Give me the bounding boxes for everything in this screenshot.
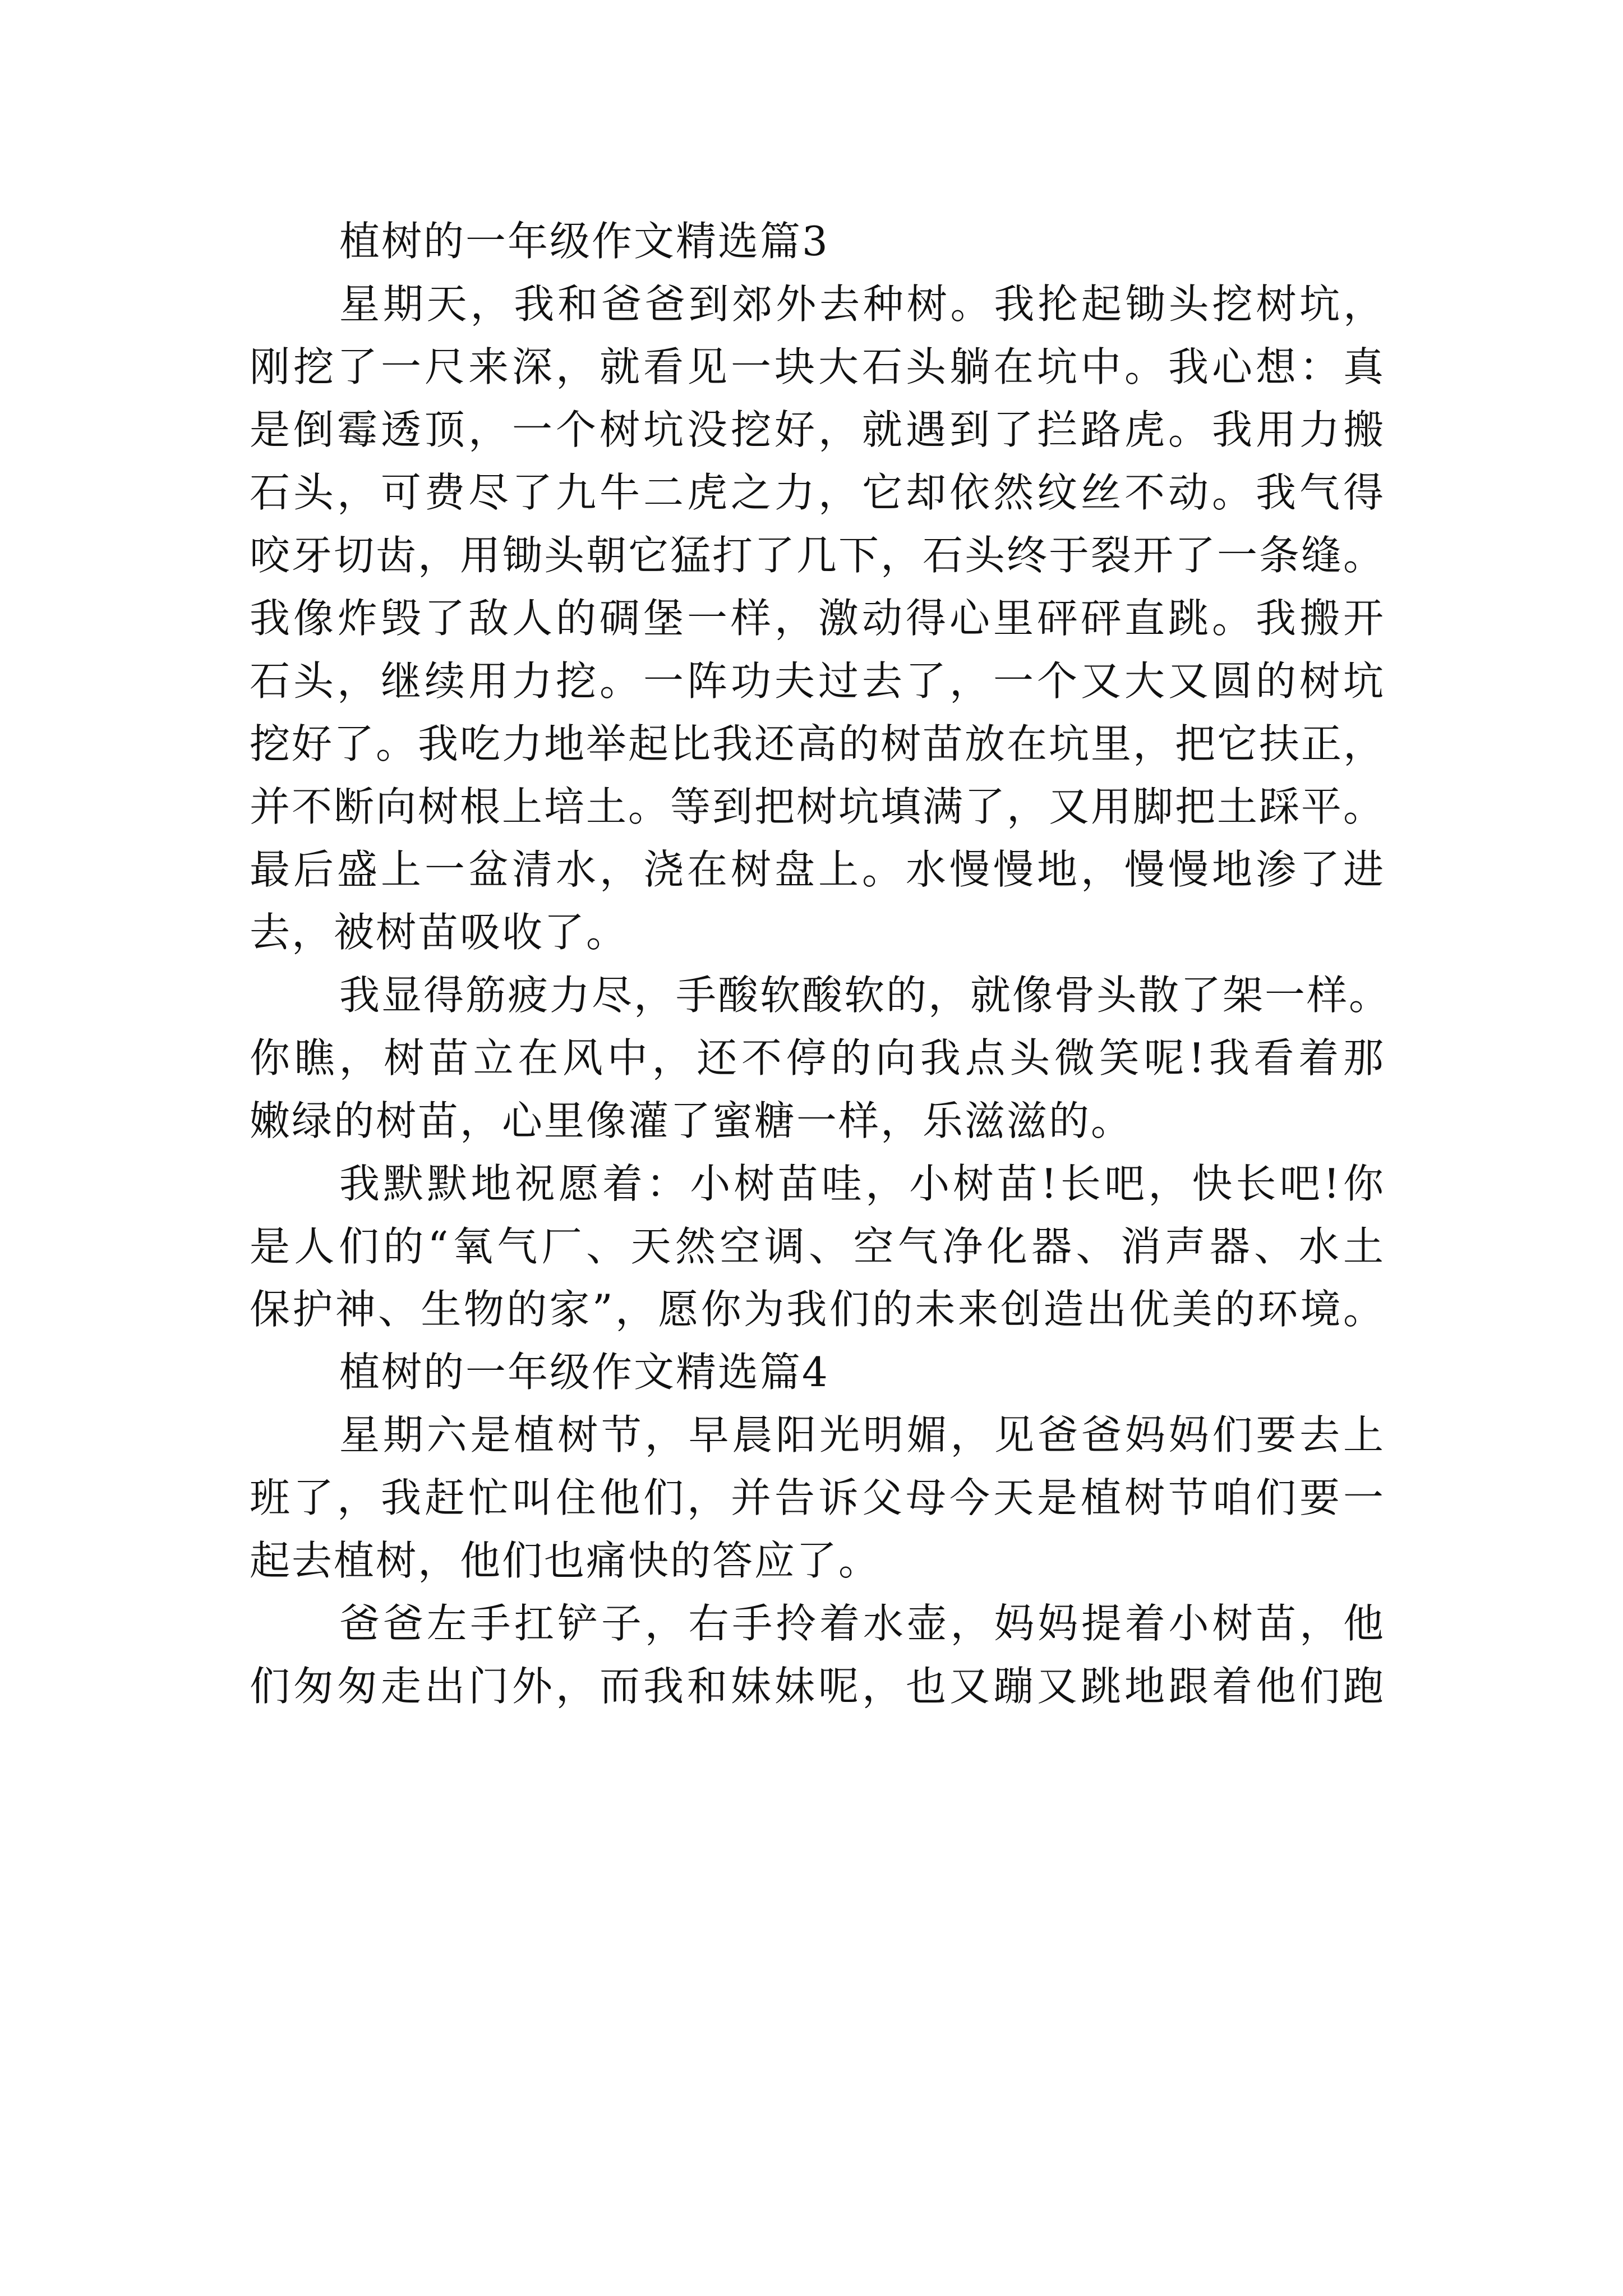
paragraph-line: 石头，可费尽了九牛二虎之力，它却依然纹丝不动。我气得 [250,469,1385,516]
section-heading: 植树的一年级作文精选篇4 [339,1349,829,1396]
paragraph-line: 挖好了。我吃力地举起比我还高的树苗放在坑里，把它扶正， [250,720,1386,767]
paragraph-line: 石头，继续用力挖。一阵功夫过去了，一个又大又圆的树坑 [250,657,1385,705]
paragraph-line: 我显得筋疲力尽，手酸软酸软的，就像骨头散了架一样。 [339,972,1391,1019]
paragraph-line: 你瞧，树苗立在风中，还不停的向我点头微笑呢!我看着那 [250,1034,1385,1082]
paragraph-line: 爸爸左手扛铲子，右手拎着水壶，妈妈提着小树苗，他 [339,1600,1385,1647]
paragraph-line: 星期六是植树节，早晨阳光明媚，见爸爸妈妈们要去上 [339,1411,1385,1458]
paragraph-line: 我默默地祝愿着：小树苗哇，小树苗!长吧，快长吧!你 [339,1160,1385,1207]
paragraph-line: 班了，我赶忙叫住他们，并告诉父母今天是植树节咱们要一 [250,1474,1385,1521]
paragraph-line: 是倒霉透顶，一个树坑没挖好，就遇到了拦路虎。我用力搬 [250,406,1385,453]
paragraph-line: 嫩绿的树苗，心里像灌了蜜糖一样，乐滋滋的。 [250,1097,1133,1144]
section-heading: 植树的一年级作文精选篇3 [339,218,829,265]
paragraph-line: 起去植树，他们也痛快的答应了。 [250,1537,881,1584]
paragraph-line: 我像炸毁了敌人的碉堡一样，激动得心里砰砰直跳。我搬开 [250,595,1385,642]
paragraph-line: 咬牙切齿，用锄头朝它猛打了几下，石头终于裂开了一条缝。 [250,532,1386,579]
paragraph-line: 保护神、生物的家”，愿你为我们的未来创造出优美的环境。 [250,1286,1385,1333]
paragraph-line: 刚挖了一尺来深，就看见一块大石头躺在坑中。我心想：真 [250,343,1385,390]
paragraph-line: 去，被树苗吸收了。 [250,909,629,956]
paragraph-line: 是人们的“氧气厂、天然空调、空气净化器、消声器、水土 [250,1223,1385,1270]
paragraph-line: 星期天，我和爸爸到郊外去种树。我抡起锄头挖树坑， [339,280,1385,328]
paragraph-line: 最后盛上一盆清水，浇在树盘上。水慢慢地，慢慢地渗了进 [250,846,1385,893]
paragraph-line: 并不断向树根上培土。等到把树坑填满了，又用脚把土踩平。 [250,783,1386,830]
paragraph-line: 们匆匆走出门外，而我和妹妹呢，也又蹦又跳地跟着他们跑 [250,1663,1385,1710]
